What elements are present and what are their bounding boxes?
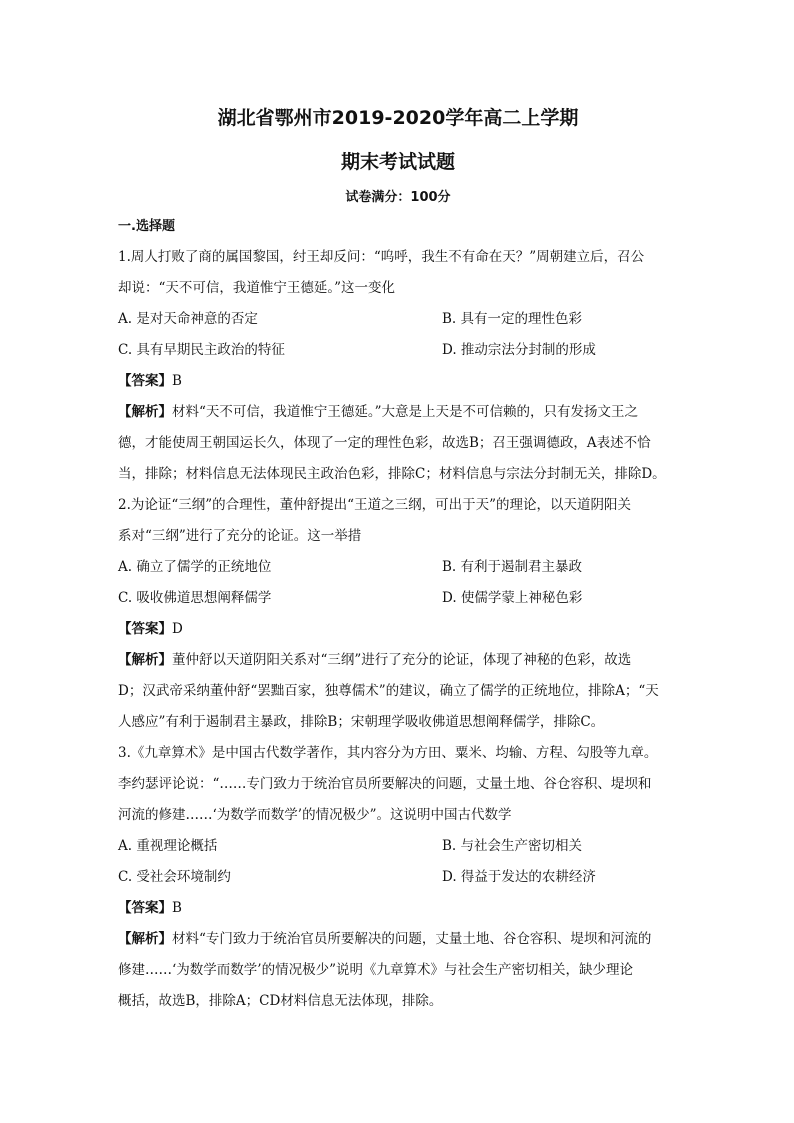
analysis-label: 【解析】 bbox=[118, 652, 172, 668]
analysis-line bbox=[118, 645, 678, 676]
question-stem-line: 1.周人打败了商的属国黎国，纣王却反问：“呜呼，我生不有命在天？”周朝建立后，召公 bbox=[118, 249, 645, 265]
analysis-text: D；汉武帝采纳董仲舒“罢黜百家，独尊儒术”的建议，确立了儒学的正统地位，排除A；“天 bbox=[118, 683, 659, 699]
analysis-text: 董仲舒以天道阴阳关系对“三纲”进行了充分的论证，体现了神秘的色彩，故选 bbox=[172, 652, 632, 668]
analysis-line bbox=[118, 459, 678, 490]
answer-option: A. 是对天命神意的否定 bbox=[118, 311, 258, 327]
question-block bbox=[118, 490, 678, 738]
analysis-line bbox=[118, 397, 678, 428]
answer-option: A. 确立了儒学的正统地位 bbox=[118, 559, 272, 575]
analysis-line bbox=[118, 707, 678, 738]
answer-option: B. 与社会生产密切相关 bbox=[442, 838, 583, 854]
answer-option: C. 具有早期民主政治的特征 bbox=[118, 342, 285, 358]
analysis-line bbox=[118, 676, 678, 707]
answer-line bbox=[118, 366, 678, 397]
answer-value: B bbox=[172, 900, 182, 916]
answer-value: D bbox=[172, 621, 183, 637]
answer-line bbox=[118, 614, 678, 645]
analysis-label: 【解析】 bbox=[118, 931, 172, 947]
option-list bbox=[118, 831, 678, 893]
analysis-text: 修建……‘为数学而数学’的情况极少”说明《九章算术》与社会生产密切相关，缺少理论 bbox=[118, 962, 633, 978]
answer-option: D. 得益于发达的农耕经济 bbox=[442, 869, 596, 885]
answer-option: C. 受社会环境制约 bbox=[118, 869, 231, 885]
answer-line bbox=[118, 893, 678, 924]
answer-value: B bbox=[172, 373, 182, 389]
analysis-text: 人感应”有利于遏制君主暴政，排除B；宋朝理学吸收佛道思想阐释儒学，排除C。 bbox=[118, 714, 605, 730]
answer-option: D. 推动宗法分封制的形成 bbox=[442, 342, 596, 358]
section-heading: 一.选择题 bbox=[118, 219, 175, 234]
document-page bbox=[118, 98, 678, 1017]
analysis-text: 材料“天不可信，我道惟宁王德延。”大意是上天是不可信赖的，只有发扬文王之 bbox=[172, 404, 639, 420]
question-stem-line: 系对“三纲”进行了充分的论证。这一举措 bbox=[118, 528, 362, 544]
question-block bbox=[118, 242, 678, 490]
question-stem-line: 2.为论证“三纲”的合理性，董仲舒提出“王道之三纲，可出于天”的理论，以天道阴阳关 bbox=[118, 497, 631, 513]
analysis-text: 材料“专门致力于统治官员所要解决的问题，丈量土地、谷仓容积、堤坝和河流的 bbox=[172, 931, 652, 947]
option-list bbox=[118, 304, 678, 366]
question-list bbox=[118, 242, 678, 1017]
question-stem-line: 3.《九章算术》是中国古代数学著作，其内容分为方田、粟米、均输、方程、勾股等九章。 bbox=[118, 745, 658, 761]
question-block bbox=[118, 738, 678, 1017]
answer-label: 【答案】 bbox=[118, 900, 172, 916]
option-list bbox=[118, 552, 678, 614]
analysis-text: 概括，故选B，排除A；CD材料信息无法体现，排除。 bbox=[118, 993, 443, 1009]
answer-label: 【答案】 bbox=[118, 373, 172, 389]
answer-option: B. 有利于遏制君主暴政 bbox=[442, 559, 583, 575]
answer-option: C. 吸收佛道思想阐释儒学 bbox=[118, 590, 272, 606]
document-subtitle: 期末考试试题 bbox=[340, 151, 455, 173]
answer-label: 【答案】 bbox=[118, 621, 172, 637]
analysis-line bbox=[118, 428, 678, 459]
answer-option: A. 重视理论概括 bbox=[118, 838, 218, 854]
analysis-text: 当，排除；材料信息无法体现民主政治色彩，排除C；材料信息与宗法分封制无关，排除D。 bbox=[118, 466, 666, 482]
answer-option: B. 具有一定的理性色彩 bbox=[442, 311, 583, 327]
analysis-line bbox=[118, 986, 678, 1017]
question-stem-line: 河流的修建……‘为数学而数学’的情况极少”。这说明中国古代数学 bbox=[118, 807, 512, 823]
analysis-line bbox=[118, 955, 678, 986]
full-score-note: 试卷满分：100分 bbox=[345, 190, 451, 205]
question-stem-line: 李约瑟评论说：“……专门致力于统治官员所要解决的问题，丈量土地、谷仓容积、堤坝和 bbox=[118, 776, 652, 792]
question-stem-line: 却说：“天不可信，我道惟宁王德延。”这一变化 bbox=[118, 280, 396, 296]
answer-option: D. 使儒学蒙上神秘色彩 bbox=[442, 590, 583, 606]
analysis-label: 【解析】 bbox=[118, 404, 172, 420]
analysis-line bbox=[118, 924, 678, 955]
document-title: 湖北省鄂州市2019-2020学年高二上学期 bbox=[217, 107, 579, 129]
analysis-text: 德，才能使周王朝国运长久，体现了一定的理性色彩，故选B；召王强调德政，A表述不恰 bbox=[118, 435, 651, 451]
